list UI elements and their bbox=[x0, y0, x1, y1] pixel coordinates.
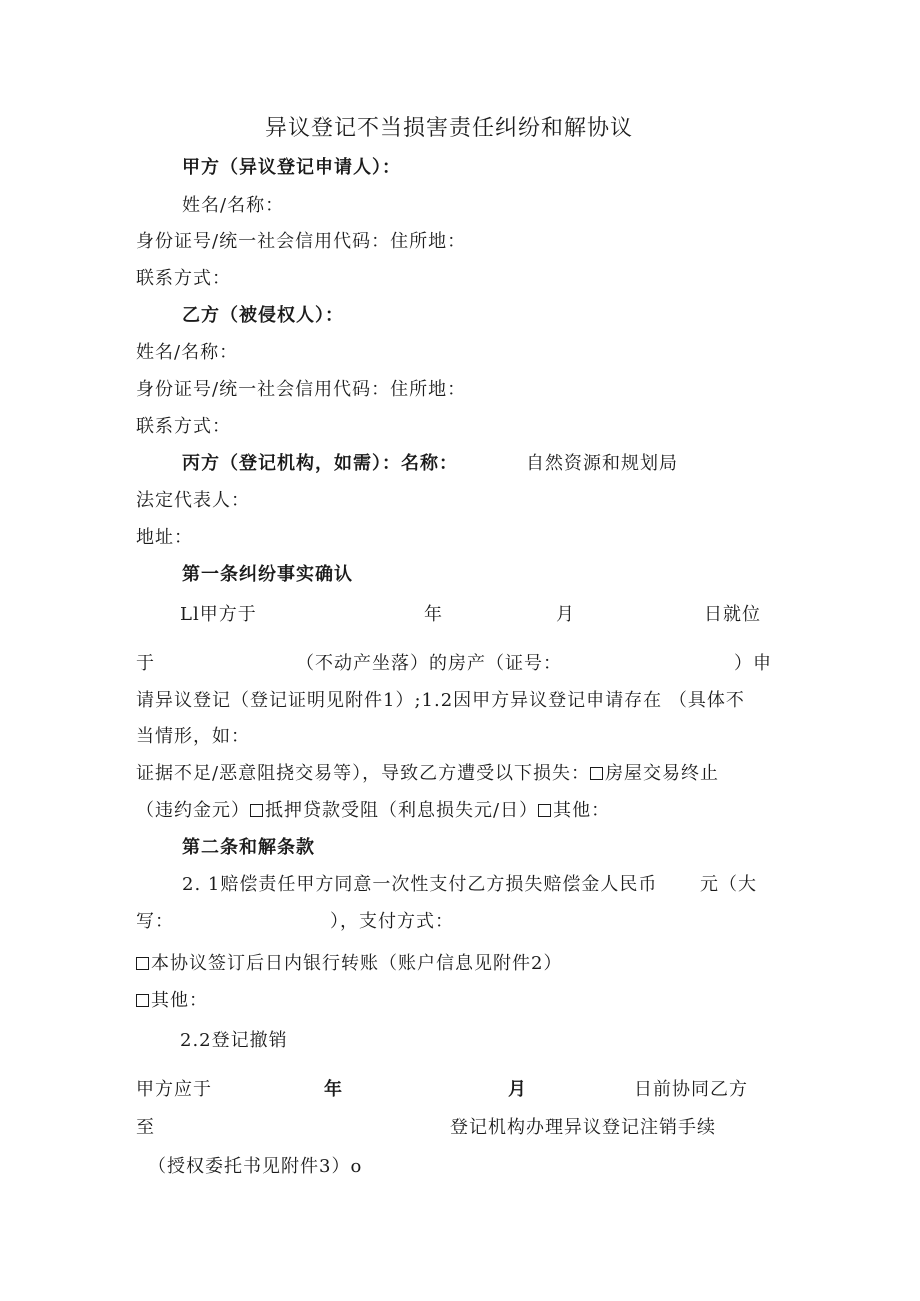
clause-2-2-line3: （授权委托书见附件3）o bbox=[148, 1156, 363, 1177]
party-a-heading: 甲方（异议登记申请人）： bbox=[182, 157, 401, 178]
article-1-line2-end: ）申 bbox=[734, 653, 772, 674]
clause-2-1-uppercase-label: 元（大 bbox=[700, 874, 757, 895]
payment-method-label: ），支付方式： bbox=[330, 911, 454, 932]
checkbox-mortgage-blocked[interactable] bbox=[250, 804, 263, 817]
article-1-line5 bbox=[136, 765, 719, 783]
clause-2-2-year: 年 bbox=[324, 1079, 343, 1100]
article-1-line1-start: Ll甲方于 bbox=[180, 604, 257, 625]
clause-2-2-line2-start: 至 bbox=[136, 1117, 155, 1138]
payment-option-bank-transfer bbox=[136, 955, 562, 973]
article-1-line4: 当情形，如： bbox=[136, 726, 250, 747]
party-a-name: 姓名/名称： bbox=[182, 195, 285, 216]
checkbox-other-payment[interactable] bbox=[136, 994, 149, 1007]
article-1-month: 月 bbox=[556, 604, 575, 625]
bank-transfer-label: 本协议签订后日内银行转账（账户信息见附件2） bbox=[151, 953, 563, 974]
party-c-rep: 法定代表人： bbox=[136, 490, 250, 511]
document-title: 异议登记不当损害责任纠纷和解协议 bbox=[265, 116, 634, 141]
option-other-loss-label: 其他： bbox=[553, 800, 611, 821]
party-c-heading: 丙方（登记机构，如需）：名称： bbox=[182, 453, 458, 474]
amount-in-words-label: 写： bbox=[136, 911, 174, 932]
party-b-name: 姓名/名称： bbox=[136, 342, 239, 363]
option-penalty-text: （违约金元） bbox=[136, 800, 250, 821]
article-1-line2-mid: （不动产坐落）的房产（证号： bbox=[296, 653, 562, 674]
article-2-heading: 第二条和解条款 bbox=[182, 837, 315, 858]
article-1-year: 年 bbox=[424, 604, 443, 625]
other-payment-label: 其他： bbox=[151, 990, 208, 1011]
party-b-heading: 乙方（被侵权人）： bbox=[182, 305, 344, 326]
option-transaction-terminated-label: 房屋交易终止 bbox=[605, 763, 720, 784]
checkbox-bank-transfer[interactable] bbox=[136, 957, 149, 970]
clause-2-2-line1-end: 日前协同乙方 bbox=[634, 1079, 748, 1100]
party-c-org-name: 自然资源和规划局 bbox=[526, 453, 678, 474]
party-a-contact: 联系方式： bbox=[136, 268, 231, 289]
clause-2-2-line1-start: 甲方应于 bbox=[136, 1079, 212, 1100]
payment-option-other bbox=[136, 992, 208, 1010]
party-b-id-address: 身份证号/统一社会信用代码：住所地： bbox=[136, 379, 467, 400]
article-1-line3: 请异议登记（登记证明见附件1）;1.2因甲方异议登记申请存在 （具体不 bbox=[136, 690, 745, 711]
article-1-heading: 第一条纠纷事实确认 bbox=[182, 564, 353, 585]
article-1-day-location: 日就位 bbox=[704, 604, 761, 625]
option-mortgage-blocked-label: 抵押贷款受阻（利息损失元/日） bbox=[265, 800, 539, 821]
article-1-line5-text: 证据不足/恶意阻挠交易等），导致乙方遭受以下损失： bbox=[136, 763, 591, 784]
clause-2-2-heading: 2.2登记撤销 bbox=[180, 1030, 288, 1051]
party-c-address: 地址： bbox=[136, 527, 193, 548]
article-1-line6 bbox=[136, 802, 610, 820]
party-b-contact: 联系方式： bbox=[136, 416, 231, 437]
party-a-id-address: 身份证号/统一社会信用代码：住所地： bbox=[136, 231, 467, 252]
article-1-line2-start: 于 bbox=[136, 653, 155, 674]
clause-2-1-text: 2. 1赔偿责任甲方同意一次性支付乙方损失赔偿金人民币 bbox=[182, 874, 658, 895]
clause-2-2-line2-text: 登记机构办理异议登记注销手续 bbox=[450, 1117, 716, 1138]
clause-2-2-month: 月 bbox=[508, 1079, 527, 1100]
checkbox-other-loss[interactable] bbox=[538, 804, 551, 817]
checkbox-transaction-terminated[interactable] bbox=[590, 767, 603, 780]
